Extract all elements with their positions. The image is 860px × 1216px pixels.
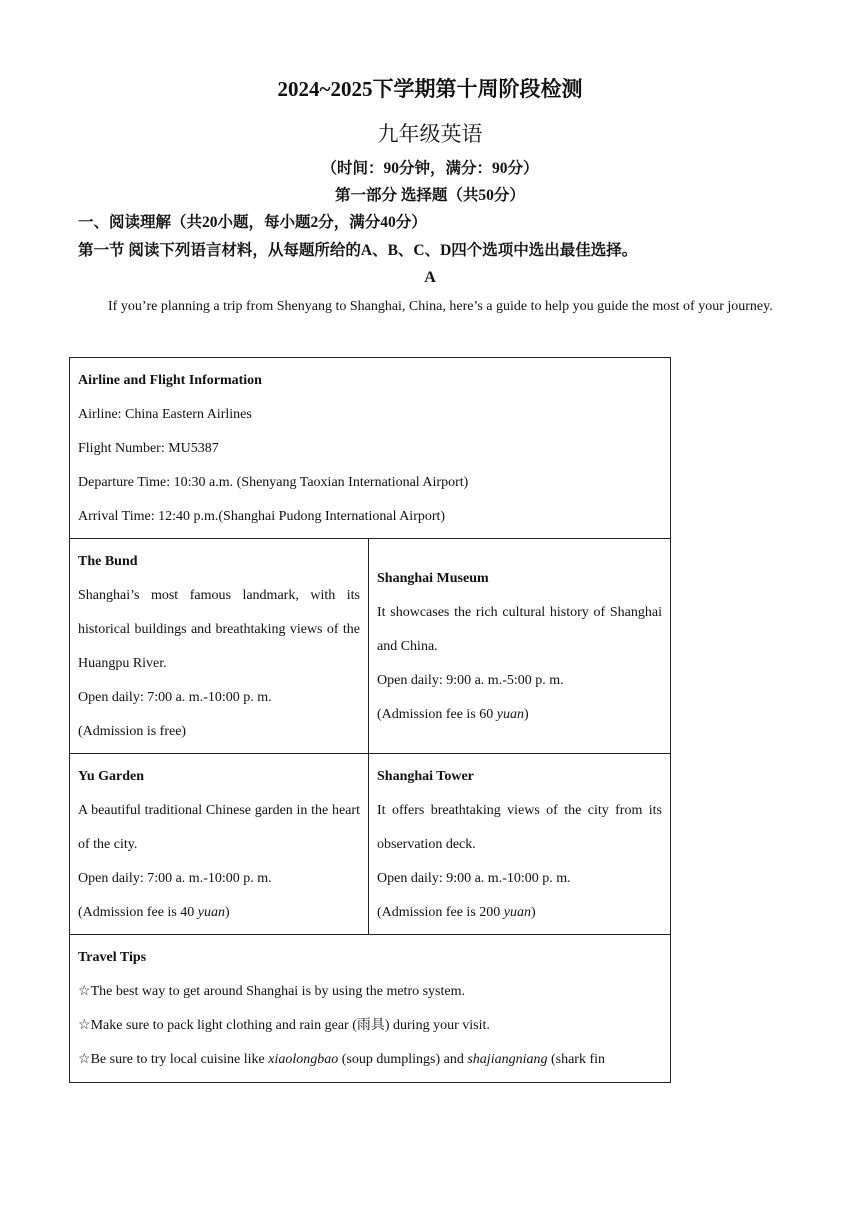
tip-text: (shark fin <box>547 1052 606 1067</box>
food-name: shajiangniang <box>467 1052 548 1067</box>
time-note: （时间：90分钟，满分：90分） <box>321 160 539 177</box>
tip-item <box>78 975 662 1009</box>
subsection-instructions: 第一节 阅读下列语言材料，从每题所给的A、B、C、D四个选项中选出最佳选择。 <box>78 242 638 259</box>
museum-hours: Open daily: 9:00 a. m.-5:00 p. m. <box>377 673 564 688</box>
bund-hours: Open daily: 7:00 a. m.-10:00 p. m. <box>78 690 272 705</box>
airline: Airline: China Eastern Airlines <box>78 407 252 422</box>
museum-fee <box>377 698 662 732</box>
departure-time: Departure Time: 10:30 a.m. (Shenyang Taoxian International Airport) <box>78 475 469 490</box>
passage-letter: A <box>424 269 436 286</box>
tower-fee-unit: yuan <box>503 905 531 920</box>
passage-intro: If you’re planning a trip from Shenyang to Shanghai, China, here’s a guide to help you guide the most of your journey. <box>108 299 773 314</box>
garden-hours: Open daily: 7:00 a. m.-10:00 p. m. <box>78 871 272 886</box>
garden-name: Yu Garden <box>78 769 145 784</box>
tip-text: (soup dumplings) and <box>338 1052 468 1067</box>
flight-info-box <box>69 357 671 539</box>
bund-name: The Bund <box>78 554 138 569</box>
exam-title: 2024~2025下学期第十周阶段检测 <box>277 77 583 101</box>
star-icon: ☆ <box>78 1052 91 1067</box>
bund-cell <box>69 538 369 754</box>
bund-desc: Shanghai’s most famous landmark, with its historical buildings and breathtaking views of the Huangpu River. <box>78 588 360 671</box>
exam-subtitle: 九年级英语 <box>377 122 483 146</box>
tips-heading: Travel Tips <box>78 950 147 965</box>
tower-desc: It offers breathtaking views of the city from its observation deck. <box>377 803 662 852</box>
museum-name: Shanghai Museum <box>377 571 489 586</box>
tower-name: Shanghai Tower <box>377 769 474 784</box>
garden-fee-prefix: (Admission fee is 40 <box>78 905 198 920</box>
museum-fee-unit: yuan <box>496 707 524 722</box>
flight-heading: Airline and Flight Information <box>78 373 262 388</box>
travel-tips-box <box>69 934 671 1083</box>
tip-item <box>78 1009 662 1043</box>
museum-fee-suffix: ) <box>523 707 529 722</box>
garden-cell <box>69 753 369 935</box>
tip-text: Make sure to pack light clothing and rain gear (雨具) during your visit. <box>90 1018 490 1033</box>
star-icon: ☆ <box>78 1018 91 1033</box>
tower-fee <box>377 896 662 930</box>
garden-fee-suffix: ) <box>224 905 230 920</box>
tip-text: Be sure to try local cuisine like <box>90 1052 269 1067</box>
tip-text: The best way to get around Shanghai is by using the metro system. <box>90 984 466 999</box>
garden-fee-unit: yuan <box>197 905 225 920</box>
tower-hours: Open daily: 9:00 a. m.-10:00 p. m. <box>377 871 571 886</box>
bund-fee: (Admission is free) <box>78 724 187 739</box>
flight-number: Flight Number: MU5387 <box>78 441 219 456</box>
tip-item <box>78 1043 662 1077</box>
garden-desc: A beautiful traditional Chinese garden in the heart of the city. <box>78 803 360 852</box>
arrival-time: Arrival Time: 12:40 p.m.(Shanghai Pudong International Airport) <box>78 509 446 524</box>
museum-fee-prefix: (Admission fee is 60 <box>377 707 497 722</box>
food-name: xiaolongbao <box>268 1052 339 1067</box>
museum-desc: It showcases the rich cultural history of Shanghai and China. <box>377 605 662 654</box>
tower-cell <box>368 753 671 935</box>
section-heading: 一、阅读理解（共20小题，每小题2分，满分40分） <box>78 214 427 231</box>
tower-fee-suffix: ) <box>530 905 536 920</box>
part-one-heading: 第一部分 选择题（共50分） <box>335 187 525 204</box>
garden-fee <box>78 896 360 930</box>
museum-cell <box>368 538 671 754</box>
tower-fee-prefix: (Admission fee is 200 <box>377 905 504 920</box>
star-icon: ☆ <box>78 984 91 999</box>
